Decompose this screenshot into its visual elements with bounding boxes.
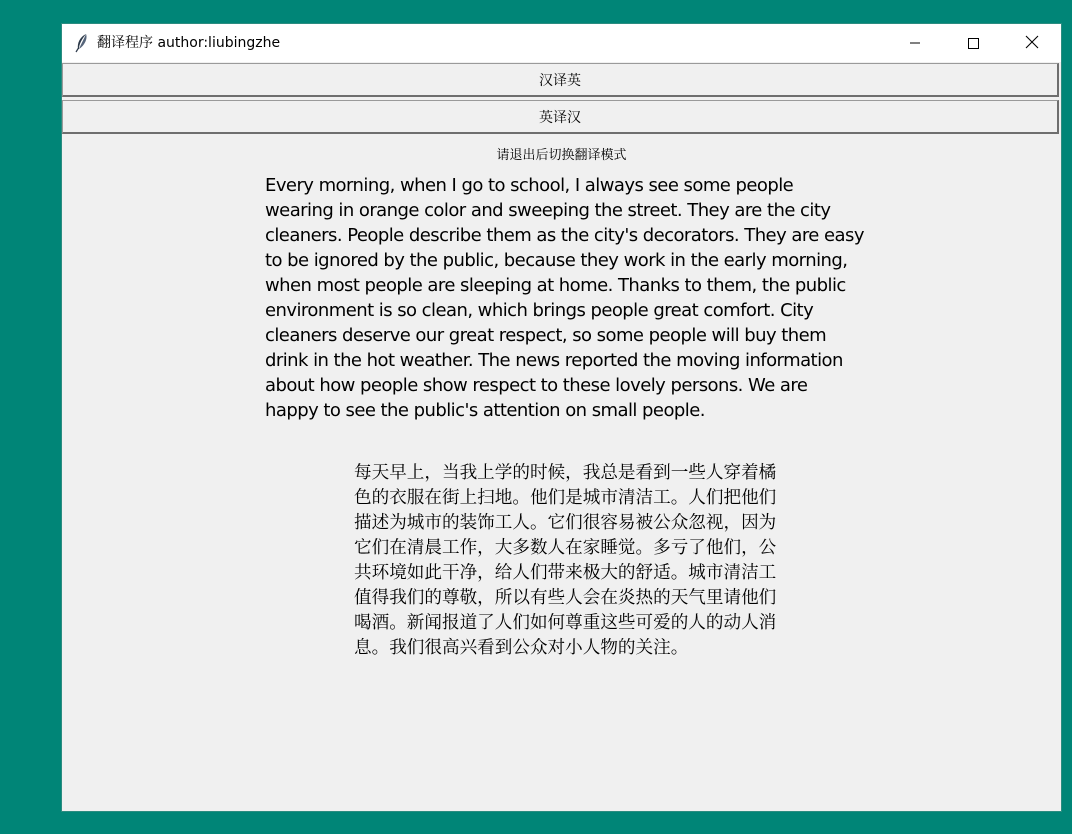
maximize-icon — [967, 34, 979, 53]
close-button[interactable] — [1003, 24, 1061, 62]
title-bar[interactable] — [62, 24, 1061, 62]
mode-switch-hint: 请退出后切换翻译模式 — [496, 148, 627, 163]
window-title: 翻译程序 author:liubingzhe — [97, 35, 281, 51]
english-to-chinese-button[interactable]: 英译汉 — [62, 100, 1059, 134]
minimize-button[interactable] — [886, 24, 944, 62]
app-window — [62, 24, 1061, 811]
source-text: Every morning, when I go to school, I always see some people wearing in orange color and sweeping the street. They are the city cleaners. People describe them as the city's decorators. They are easy to be ignored by the public, because they work in the early morning, when most people are sleeping at home. Thanks to them, the public environment is so clean, which brings people great comfort. City cleaners deserve our great respect, so some people will buy them drink in the hot weather. The news reported the moving information about how people show respect to these lovely persons. We are happy to see the public's attention on small people. — [265, 175, 864, 421]
chinese-to-english-button[interactable]: 汉译英 — [62, 63, 1059, 97]
maximize-button[interactable] — [944, 24, 1002, 62]
translated-text: 每天早上，当我上学的时候，我总是看到一些人穿着橘色的衣服在街上扫地。他们是城市清洁工。人们把他们描述为城市的装饰工人。它们很容易被公众忽视，因为它们在清晨工作，大多数人在家睡觉。多亏了他们，公共环境如此干净，给人们带来极大的舒适。城市清洁工值得我们的尊敬，所以有些人会在炎热的天气里请他们喝酒。新闻报道了人们如何尊重这些可爱的人的动人消息。我们很高兴看到公众对小人物的关注。 — [354, 463, 777, 658]
minimize-icon — [909, 34, 921, 53]
close-icon — [1025, 34, 1039, 53]
feather-icon — [74, 33, 90, 53]
